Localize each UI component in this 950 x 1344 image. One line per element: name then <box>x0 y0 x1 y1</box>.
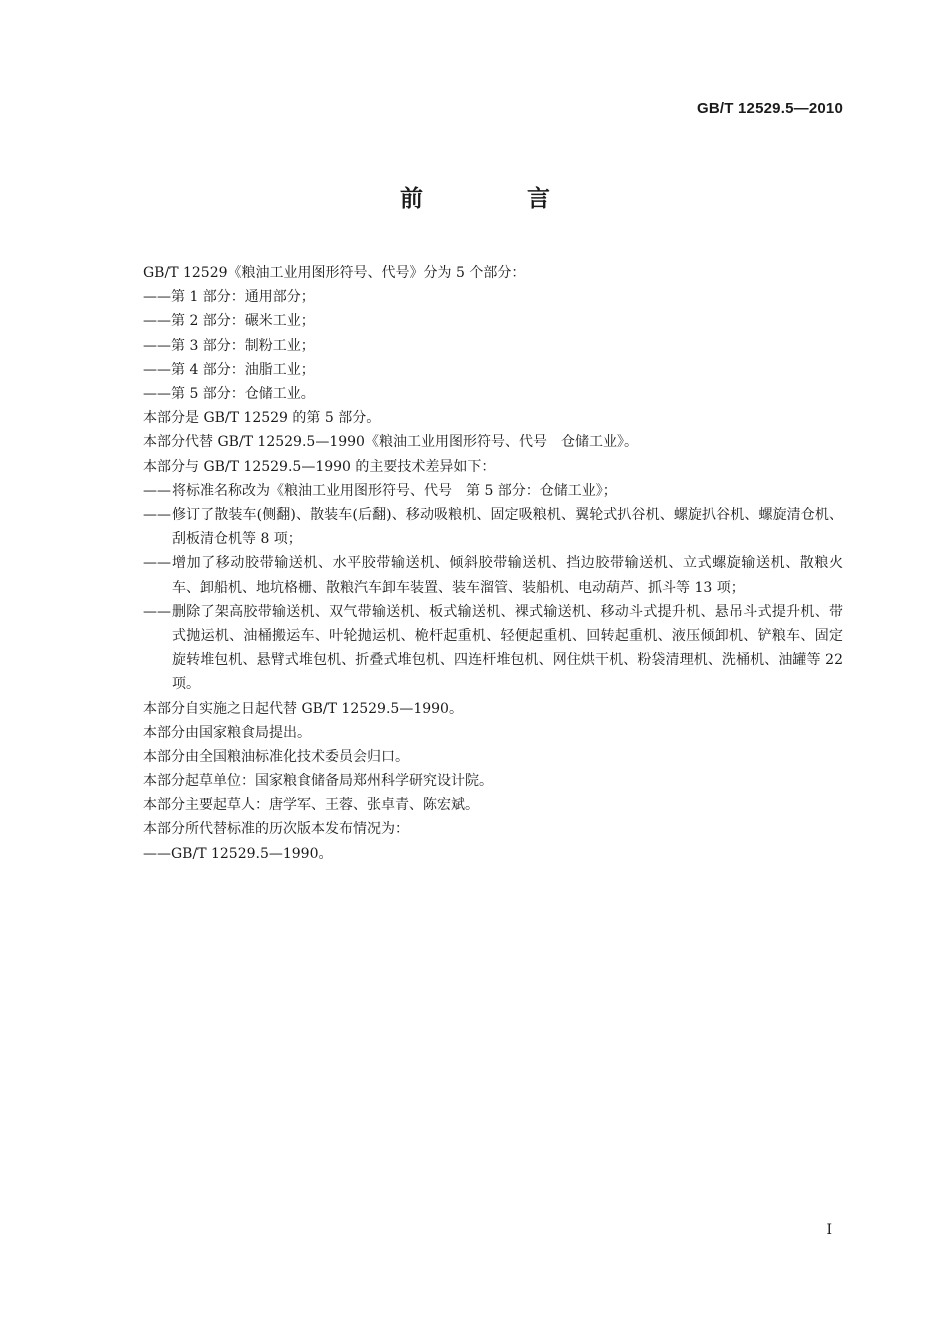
change-list-item <box>143 479 843 503</box>
part-list-item: ——第 3 部分：制粉工业； <box>143 337 315 354</box>
closing-paragraph: 本部分所代替标准的历次版本发布情况为： <box>143 821 409 838</box>
list-dash: —— <box>143 555 171 572</box>
change-list-item <box>143 600 843 697</box>
change-text: 增加了移动胶带输送机、水平胶带输送机、倾斜胶带输送机、挡边胶带输送机、立式螺旋输送机、散粮火车、卸船机、地坑格栅、散粮汽车卸车装置、装车溜管、装船机、电动葫芦、抓斗等 13 项； <box>172 555 843 596</box>
differences-intro: 本部分与 GB/T 12529.5—1990 的主要技术差异如下： <box>143 458 496 475</box>
part-list-item: ——第 1 部分：通用部分； <box>143 289 315 306</box>
closing-paragraph: 本部分主要起草人：唐学军、王蓉、张卓青、陈宏斌。 <box>143 797 479 814</box>
list-dash: —— <box>143 482 171 499</box>
closing-paragraph: 本部分由全国粮油标准化技术委员会归口。 <box>143 748 409 765</box>
closing-paragraph: 本部分自实施之日起代替 GB/T 12529.5—1990。 <box>143 700 463 717</box>
part-list-item: ——第 4 部分：油脂工业； <box>143 361 315 378</box>
list-dash: —— <box>143 506 171 523</box>
list-dash: —— <box>143 603 171 620</box>
closing-paragraph: 本部分由国家粮食局提出。 <box>143 724 311 741</box>
change-list-item <box>143 503 843 551</box>
replaces-paragraph: 本部分代替 GB/T 12529.5—1990《粮油工业用图形符号、代号 仓储工业》。 <box>143 434 638 451</box>
page-title: 前 言 <box>399 186 598 212</box>
change-list-item <box>143 551 843 599</box>
part-list-item: ——第 5 部分：仓储工业。 <box>143 385 315 402</box>
foreword-body <box>143 261 843 866</box>
standard-code: GB/T 12529.5—2010 <box>697 100 843 117</box>
closing-paragraph: 本部分起草单位：国家粮食储备局郑州科学研究设计院。 <box>143 773 493 790</box>
closing-paragraph: ——GB/T 12529.5—1990。 <box>143 845 333 862</box>
part-list-item: ——第 2 部分：碾米工业； <box>143 313 315 330</box>
part-of-paragraph: 本部分是 GB/T 12529 的第 5 部分。 <box>143 410 381 427</box>
change-text: 删除了架高胶带输送机、双气带输送机、板式输送机、裸式输送机、移动斗式提升机、悬吊斗式提升机、带式抛运机、油桶搬运车、叶轮抛运机、桅杆起重机、轻便起重机、回转起重机、液压倾卸机、铲粮车、固定旋转堆包机、悬臂式堆包机、折叠式堆包机、四连杆堆包机、网住烘干机、粉袋清理机、洗桶机、油罐等 22 项。 <box>172 603 843 693</box>
intro-paragraph: GB/T 12529《粮油工业用图形符号、代号》分为 5 个部分： <box>143 265 526 281</box>
change-text: 将标准名称改为《粮油工业用图形符号、代号 第 5 部分：仓储工业》； <box>172 482 617 499</box>
page-number: I <box>826 1222 832 1238</box>
change-text: 修订了散装车(侧翻)、散装车(后翻)、移动吸粮机、固定吸粮机、翼轮式扒谷机、螺旋扒谷机、螺旋清仓机、刮板清仓机等 8 项； <box>172 506 843 548</box>
